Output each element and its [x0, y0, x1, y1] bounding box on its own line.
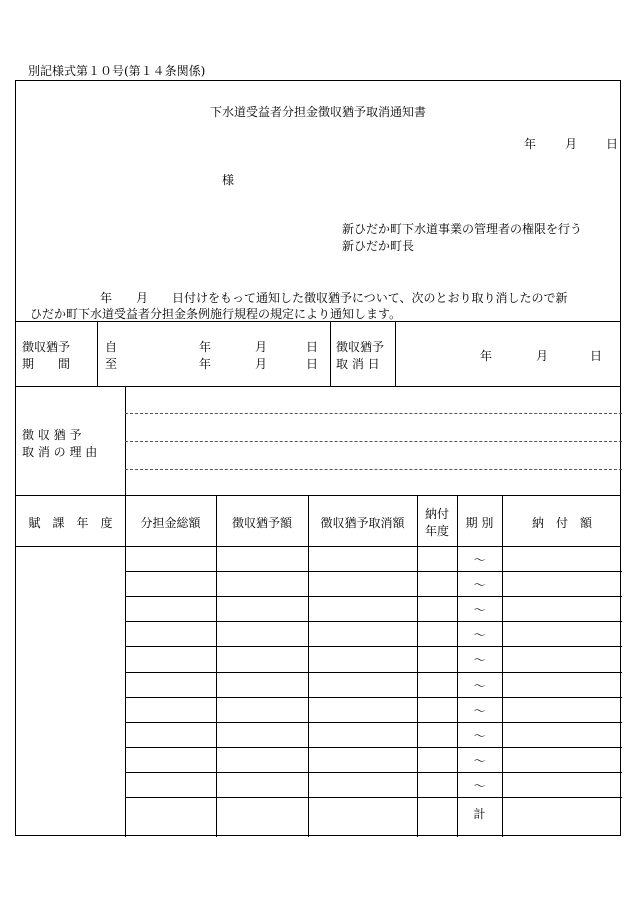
reason-label-2: 取 消 の 理 由	[22, 445, 98, 459]
row-line	[125, 646, 622, 647]
divider	[16, 321, 620, 322]
cancel-date-label-1: 徴収猶予	[336, 340, 385, 354]
form-title: 下水道受益者分担金徴収猶予取消通知書	[209, 105, 426, 119]
divider	[125, 386, 126, 837]
row-line	[125, 797, 622, 798]
cancel-date-month: 月	[536, 349, 549, 363]
date-month: 月	[565, 137, 578, 151]
row-line	[125, 747, 622, 748]
divider	[16, 495, 620, 496]
reason-label-1: 徴 収 猶 予	[22, 428, 82, 442]
addressee-suffix: 様	[222, 173, 235, 187]
header-cancelled: 徴収猶予取消額	[320, 516, 405, 530]
divider	[502, 495, 503, 837]
header-pay-year-2: 年度	[424, 524, 449, 538]
divider	[417, 495, 418, 837]
header-period: 期 別	[465, 516, 494, 530]
period-tilde: ～	[473, 553, 486, 567]
issuer-line2: 新ひだか町長	[342, 239, 415, 253]
period-tilde: ～	[473, 678, 486, 693]
issuer-line1: 新ひだか町下水道事業の管理者の権限を行う	[342, 222, 583, 236]
header-fiscal-year: 賦 課 年 度	[28, 516, 113, 530]
body-line2: ひだか町下水道受益者分担金条例施行規程の規定により通知します。	[30, 307, 402, 321]
reason-rule	[125, 469, 622, 470]
period-tilde: ～	[473, 753, 486, 768]
row-line	[125, 772, 622, 773]
period-to-day: 日	[306, 357, 319, 371]
total-label: 計	[473, 807, 486, 821]
reason-rule	[125, 413, 622, 414]
period-to-label: 至	[105, 357, 118, 371]
row-line	[125, 697, 622, 698]
form-number: 別記様式第１０号(第１４条関係)	[28, 64, 206, 78]
period-tilde: ～	[473, 603, 486, 618]
row-line	[125, 621, 622, 622]
row-line	[125, 596, 622, 597]
header-total: 分担金総額	[140, 516, 201, 530]
period-from-day: 日	[306, 340, 319, 354]
body-line1: 年 月 日付けをもって通知した徴収猶予について、次のとおり取り消したので新	[100, 291, 568, 305]
reason-rule	[125, 441, 622, 442]
divider	[308, 495, 309, 837]
period-tilde: ～	[473, 628, 486, 643]
period-tilde: ～	[473, 653, 486, 668]
header-deferred: 徴収猶予額	[231, 516, 292, 530]
date-day: 日	[606, 137, 619, 151]
period-label-1: 徴収猶予	[22, 340, 71, 354]
period-from-month: 月	[255, 340, 268, 354]
period-from-year: 年	[199, 340, 212, 354]
period-from-label: 自	[105, 340, 118, 354]
period-tilde: ～	[473, 778, 486, 793]
date-year: 年	[524, 137, 537, 151]
row-line	[125, 571, 622, 572]
divider	[16, 546, 620, 547]
notice-form	[15, 80, 621, 836]
divider	[216, 495, 217, 837]
cancel-date-year: 年	[480, 349, 493, 363]
period-tilde: ～	[473, 728, 486, 743]
row-line	[125, 722, 622, 723]
row-line	[125, 672, 622, 673]
period-to-year: 年	[199, 357, 212, 371]
divider	[330, 321, 331, 386]
period-to-month: 月	[255, 357, 268, 371]
period-label-2: 期 間	[22, 357, 71, 371]
divider	[97, 321, 98, 386]
divider	[16, 386, 620, 387]
cancel-date-day: 日	[590, 349, 603, 363]
header-pay-year-1: 納付	[424, 507, 449, 521]
period-tilde: ～	[473, 578, 486, 593]
period-tilde: ～	[473, 703, 486, 718]
divider	[395, 321, 396, 386]
header-amount: 納 付 額	[531, 516, 592, 530]
cancel-date-label-2: 取 消 日	[336, 357, 380, 371]
